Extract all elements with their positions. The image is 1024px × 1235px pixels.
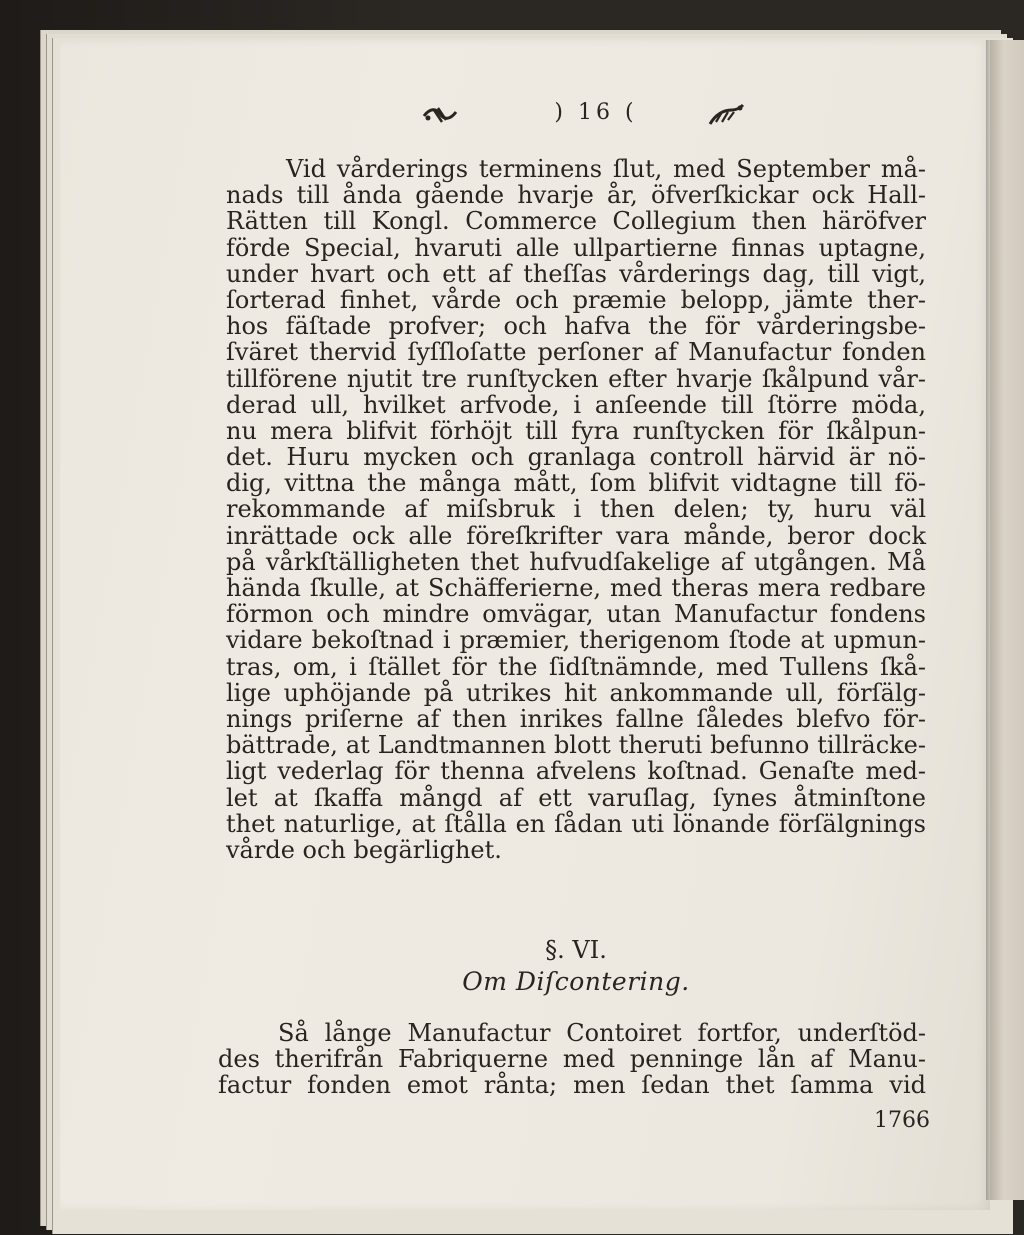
text-line: hända ſkulle, at Schäfferierne, med theras mera redbare: [226, 574, 926, 602]
section-heading: [226, 935, 926, 999]
text-line: ſorterad finhet, vårde och præmie belopp, jämte ther-: [226, 285, 926, 314]
text-line: det. Huru mycken och granlaga controll härvid är nö-: [226, 443, 926, 472]
text-line: nu mera blifvit förhöjt till fyra runſtycken för ſkålpun-: [226, 416, 926, 445]
text-line: lige uphöjande på utrikes hit ankommande ull, förſälg-: [226, 678, 926, 707]
text-line: Vid vårderings terminens ſlut, med September må-: [286, 155, 926, 183]
text-line: hos fäſtade profver; och hafva the för vårderingsbe-: [226, 312, 926, 341]
text-line: bättrade, at Landtmannen blott theruti befunno tillräcke-: [226, 731, 926, 760]
text-line: vårde och begärlighet.: [226, 835, 502, 864]
section-title: Om Diſcontering.: [462, 967, 690, 996]
text-line: derad ull, hvilket arfvode, i anſeende till ſtörre möda,: [226, 390, 926, 419]
running-header: [420, 98, 760, 138]
text-line: nads till ånda gående hvarje år, öfverſkickar ock Hall-: [226, 181, 926, 210]
section-body-text: [218, 1020, 926, 1099]
section-number: §. VI.: [545, 936, 607, 964]
text-line: vidare bekoſtnad i præmier, therigenom ſtode at upmun-: [226, 626, 926, 655]
page-number: ) 16 (: [554, 100, 638, 125]
printers-ornament-icon: [706, 102, 746, 130]
text-line: tras, om, i ſtället för the ſidſtnämnde, med Tullens ſkå-: [226, 652, 926, 681]
text-line: let at ſkaffa mångd af ett varuſlag, ſynes åtminſtone: [226, 783, 926, 812]
text-line: under hvart och ett af theſſas vårderings dag, till vigt,: [226, 259, 926, 288]
text-line: inrättade ock alle föreſkrifter vara månde, beror dock: [226, 521, 926, 550]
text-line: förmon och mindre omvägar, utan Manufactur fondens: [226, 600, 926, 629]
text-line: dig, vittna the många mått, ſom blifvit vidtagne till fö-: [226, 469, 926, 498]
text-line: nings priſerne af then inrikes fallne ſåledes blefvo för-: [226, 704, 926, 733]
catchword: 1766: [874, 1108, 930, 1133]
text-line: rekommande af miſsbruk i then delen; ty, huru väl: [226, 495, 926, 524]
text-line: thet naturlige, at ſtålla en ſådan uti lönande förſälgnings: [226, 809, 926, 838]
body-text: [226, 156, 926, 863]
text-line: på vårkſtälligheten thet hufvudſakelige af utgången. Må: [226, 547, 926, 576]
text-line: factur fonden emot rånta; men ſedan thet ſamma vid: [218, 1071, 926, 1100]
text-line: ſväret thervid ſyſſloſatte perſoner af Manufactur fonden: [226, 338, 926, 367]
text-line: ligt vederlag för thenna afvelens koſtnad. Genaſte med-: [226, 757, 926, 786]
text-line: tillförene njutit tre runſtycken efter hvarje ſkålpund vår-: [226, 364, 926, 393]
text-line: Så långe Manufactur Contoiret fortfor, underſtöd-: [278, 1019, 926, 1047]
text-line: förde Special, hvaruti alle ullpartierne finnas uptagne,: [226, 233, 926, 262]
text-line: des therifrån Fabriquerne med penninge lån af Manu-: [218, 1045, 926, 1074]
printers-ornament-icon: [420, 102, 460, 130]
text-line: Rätten till Kongl. Commerce Collegium then häröfver: [226, 207, 926, 236]
facing-page-edge: [990, 40, 1024, 1200]
